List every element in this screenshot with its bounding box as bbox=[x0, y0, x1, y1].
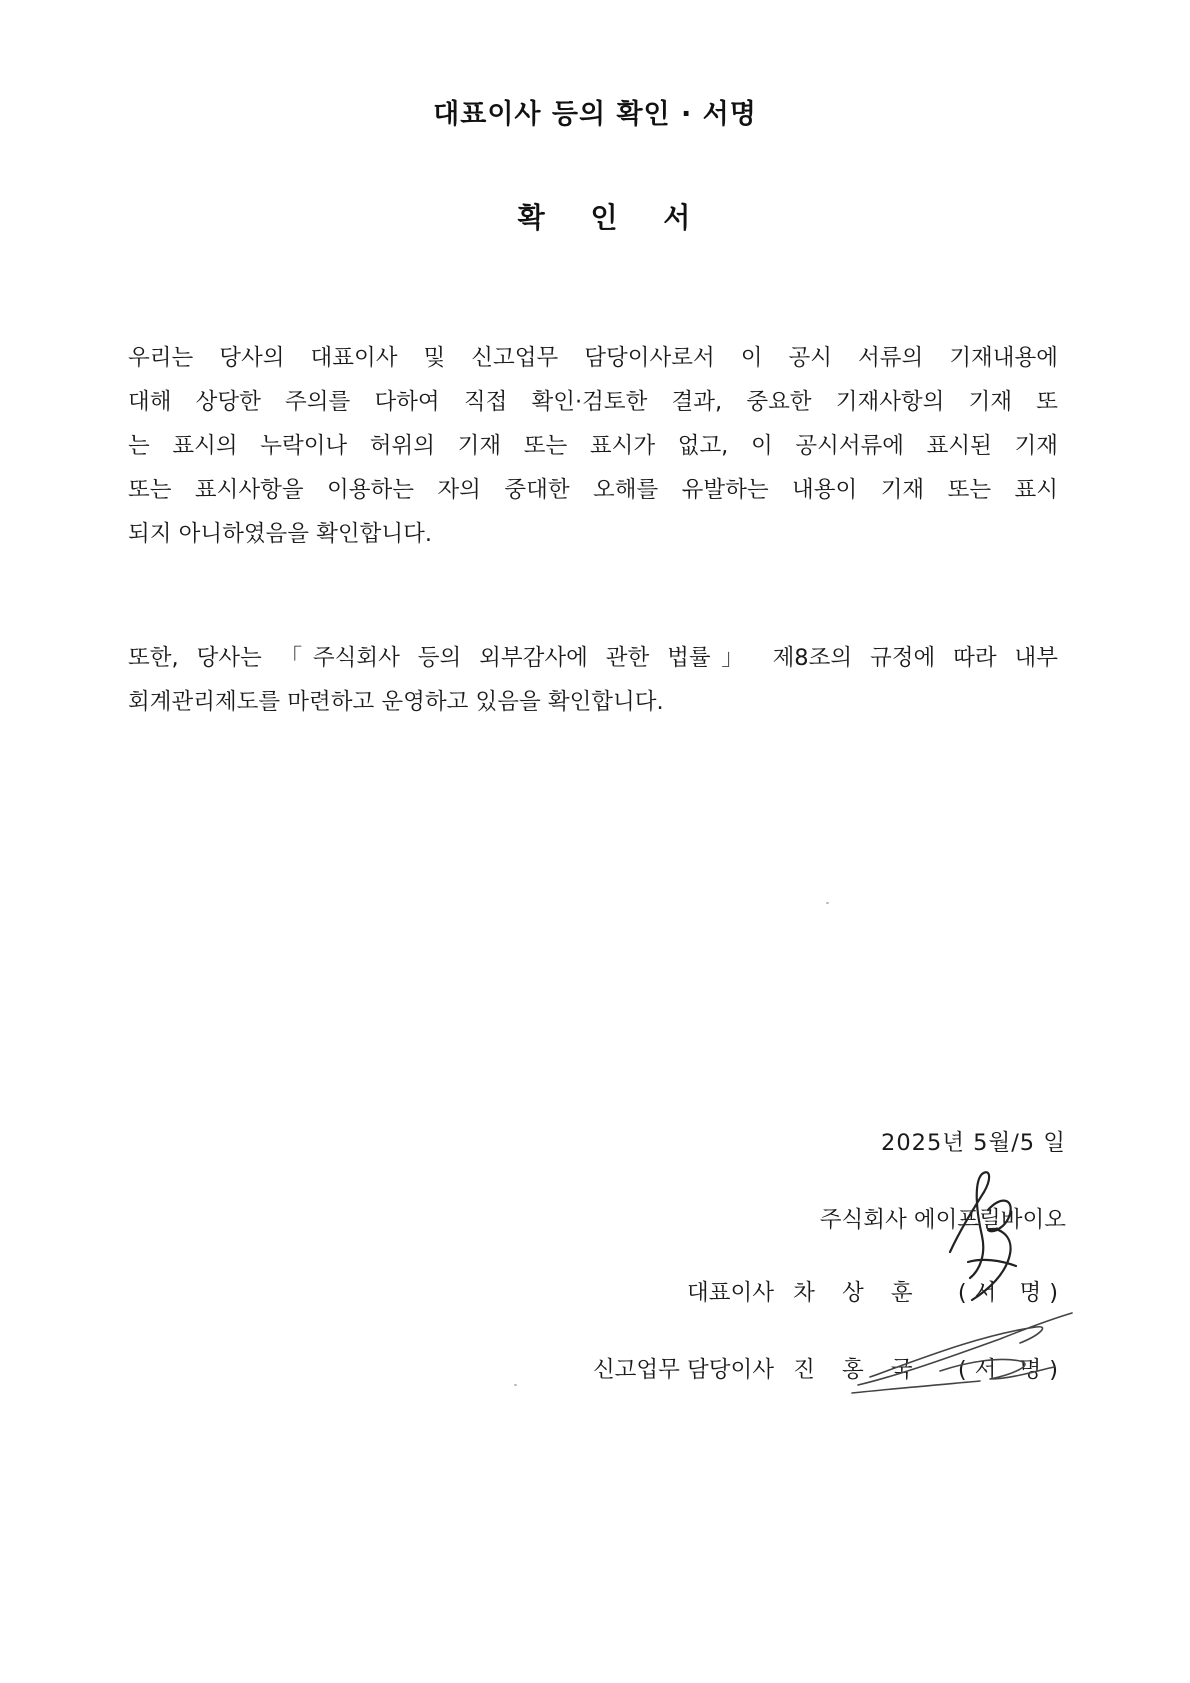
signer-name: 진 홍 국 bbox=[793, 1357, 923, 1383]
signer-ceo bbox=[687, 1275, 1066, 1307]
scan-speck bbox=[514, 1384, 517, 1386]
document-date: 2025년 5월/5 일 bbox=[881, 1130, 1066, 1156]
paragraph-line: 는 표시의 누락이나 허위의 기재 또는 표시가 없고, 이 공시서류에 표시된 기재 bbox=[128, 433, 1058, 459]
paragraph-line: 회계관리제도를 마련하고 운영하고 있음을 확인합니다. bbox=[128, 689, 664, 715]
paragraph-line: 되지 아니하였음을 확인합니다. bbox=[128, 521, 433, 547]
paragraph-line: 또는 표시사항을 이용하는 자의 중대한 오해를 유발하는 내용이 기재 또는 표시 bbox=[128, 477, 1058, 503]
signature-mark-label: (서 명) bbox=[957, 1357, 1066, 1383]
confirmation-paragraph bbox=[128, 336, 1058, 556]
scan-speck bbox=[826, 902, 829, 904]
document-subtitle: 확 인 서 bbox=[517, 201, 709, 234]
paragraph-line: 또한, 당사는 「주식회사 등의 외부감사에 관한 법률」 제8조의 규정에 따라 내부 bbox=[128, 645, 1058, 671]
paragraph-line: 우리는 당사의 대표이사 및 신고업무 담당이사로서 이 공시 서류의 기재내용에 bbox=[128, 345, 1058, 371]
signature-mark-label: (서 명) bbox=[957, 1280, 1066, 1306]
signer-disclosure-officer bbox=[593, 1352, 1066, 1384]
paragraph-line: 대해 상당한 주의를 다하여 직접 확인·검토한 결과, 중요한 기재사항의 기재 또 bbox=[128, 389, 1058, 415]
signer-role: 대표이사 bbox=[687, 1280, 774, 1306]
internal-control-paragraph bbox=[128, 636, 1058, 724]
signer-role: 신고업무 담당이사 bbox=[592, 1357, 774, 1383]
company-name: 주식회사 에이프릴바이오 bbox=[819, 1207, 1066, 1233]
signer-name: 차 상 훈 bbox=[793, 1280, 923, 1306]
document-title: 대표이사 등의 확인 · 서명 bbox=[433, 99, 757, 130]
